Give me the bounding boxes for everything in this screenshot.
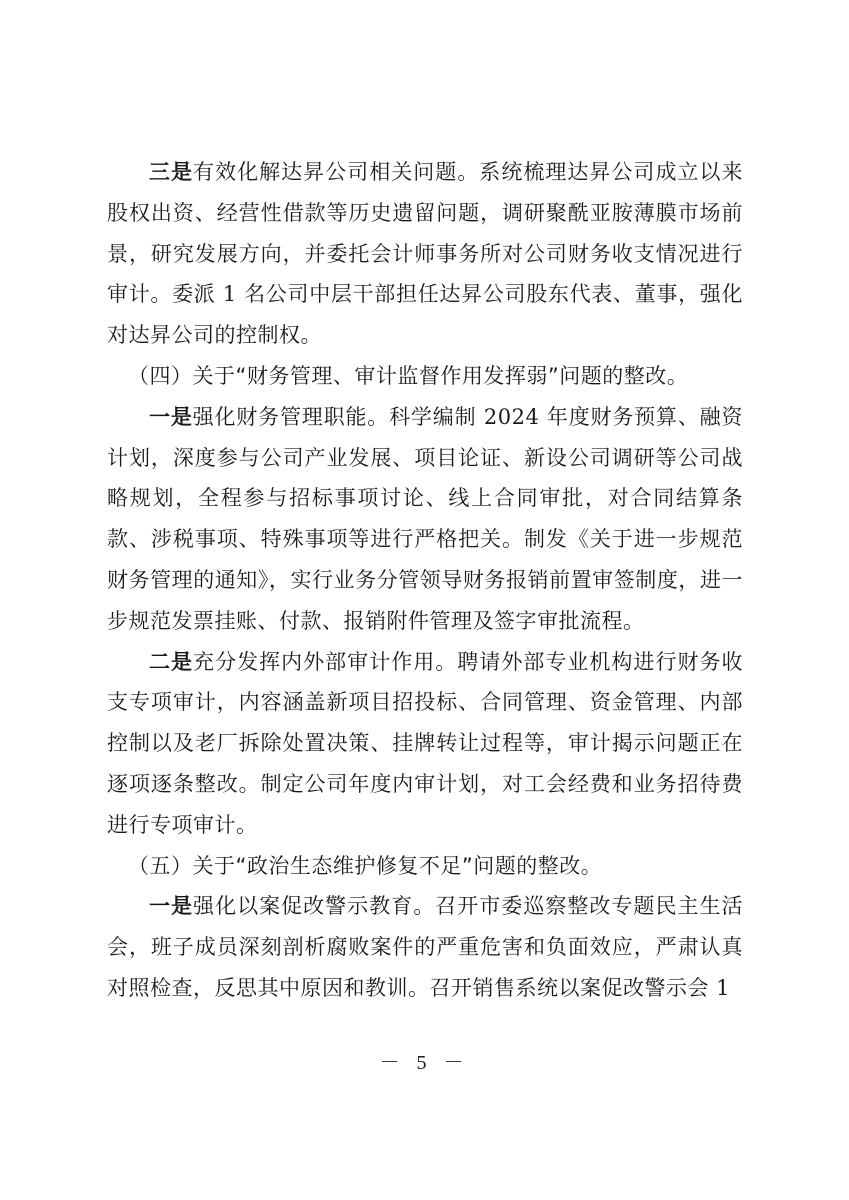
paragraph-1-warning-education: [107, 886, 743, 1008]
paragraph-text: 充分发挥内外部审计作用。聘请外部专业机构进行财务收支专项审计，内容涵盖新项目招投标、合同管理、资金管理、内部控制以及老厂拆除处置决策、挂牌转让过程等，审计揭示问题正在逐项逐条整改。制定公司年度内审计划，对工会经费和业务招待费进行专项审计。: [107, 649, 744, 837]
paragraph-text: 有效化解达昇公司相关问题。系统梳理达昇公司成立以来股权出资、经营性借款等历史遗留问题，调研聚酰亚胺薄膜市场前景，研究发展方向，并委托会计师事务所对公司财务收支情况进行审计。委派 1 名公司中层干部担任达昇公司股东代表、董事，强化对达昇公司的控制权。: [107, 160, 744, 348]
section-heading-4: （四）关于“财务管理、审计监督作用发挥弱”问题的整改。: [128, 363, 689, 388]
paragraph-lead: 一是: [149, 403, 193, 429]
paragraph-lead: 三是: [149, 159, 194, 184]
paragraph-lead: 二是: [149, 648, 194, 674]
page-number: － 5 －: [379, 1052, 470, 1074]
paragraph-text: 强化财务管理职能。科学编制 2024 年度财务预算、融资计划，深度参与公司产业发展、项目论证、新设公司调研等公司战略规划，全程参与招标事项讨论、线上合同审批，对合同结算条款、涉税事项、特殊事项等进行严格把关。制发《关于进一步规范财务管理的通知》，实行业务分管领导财务报销前置审签制度，进一步规范发票挂账、付款、报销附件管理及签字审批流程。: [107, 404, 743, 633]
paragraph-3-resolve-dasheng: [107, 152, 743, 356]
paragraph-text: 强化以案促改警示教育。召开市委巡察整改专题民主生活会，班子成员深刻剖析腐败案件的严重危害和负面效应，严肃认真对照检查，反思其中原因和教训。召开销售系统以案促改警示会 1: [107, 894, 744, 1000]
paragraph-2-audit: [107, 642, 743, 846]
section-heading-5: （五）关于“政治生态维护修复不足”问题的整改。: [128, 853, 603, 878]
document-body: [107, 152, 743, 1009]
paragraph-lead: 一是: [149, 893, 194, 919]
paragraph-1-finance-management: [107, 397, 743, 642]
